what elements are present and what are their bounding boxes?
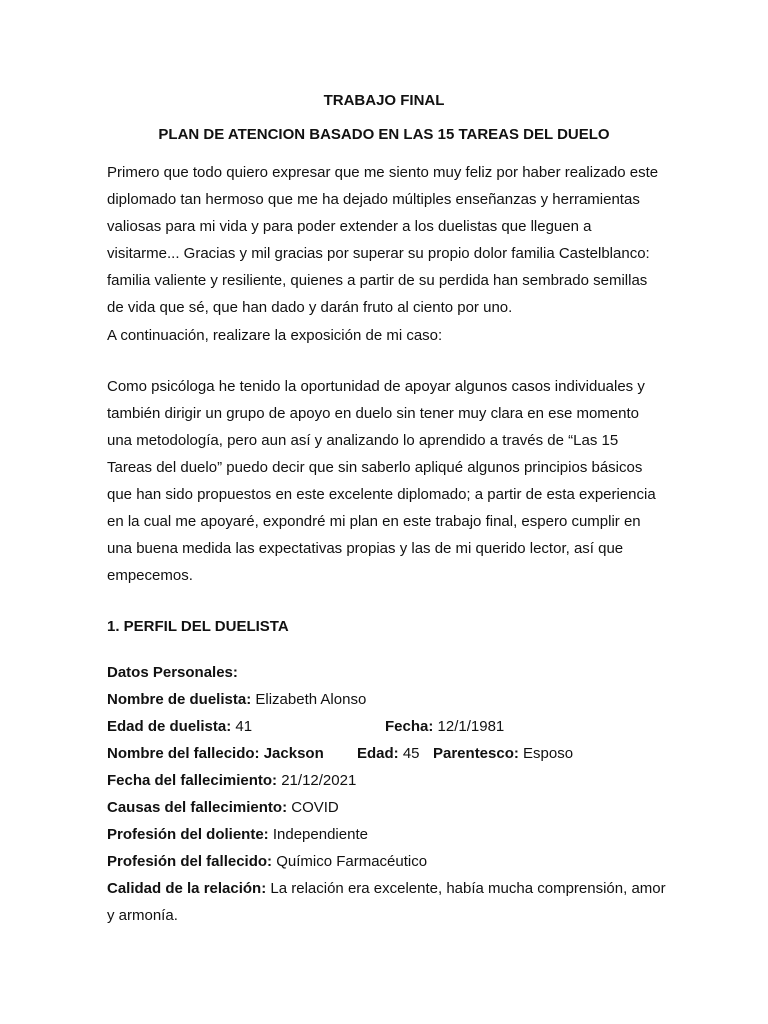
deceased-profession-value: Químico Farmacéutico bbox=[276, 853, 428, 870]
personal-data-block bbox=[107, 659, 667, 929]
death-cause-label: Causas del fallecimiento: bbox=[107, 799, 288, 816]
intro-paragraph: Primero que todo quiero expresar que me siento muy feliz por haber realizado este diplomado tan hermoso que me ha dejado múltiples enseñanzas y herramientas valiosas para mi vida y para poder extender a los duelistas que lleguen a visitarme... Gracias y mil gracias por superar su propio dolor familia Castelblanco: familia valiente y resiliente, quienes a partir de su perdida han sembrado semillas de vida que sé, que han dado y darán fruto al ciento por uno. bbox=[107, 164, 659, 316]
section-heading: 1. PERFIL DEL DUELISTA bbox=[107, 618, 289, 635]
deceased-age-value: 45 bbox=[402, 745, 420, 762]
relationship-quality-row bbox=[107, 875, 667, 929]
deceased-profession-label: Profesión del fallecido: bbox=[107, 853, 273, 870]
deceased-name-label: Nombre del fallecido: Jackson bbox=[107, 745, 324, 762]
death-cause-value: COVID bbox=[291, 799, 339, 816]
mourner-age-row bbox=[107, 713, 667, 740]
mourner-profession-row bbox=[107, 821, 667, 848]
relationship-quality-value: La relación era excelente, había mucha comprensión, amor y armonía. bbox=[107, 880, 666, 924]
mourner-age-label: Edad de duelista: bbox=[107, 718, 232, 735]
death-date-value: 21/12/2021 bbox=[281, 772, 357, 789]
mourner-name-row bbox=[107, 686, 667, 713]
mourner-profession-value: Independiente bbox=[272, 826, 368, 843]
personal-data-heading: Datos Personales: bbox=[107, 664, 238, 681]
experience-paragraph: Como psicóloga he tenido la oportunidad de apoyar algunos casos individuales y también dirigir un grupo de apoyo en duelo sin tener muy clara en ese momento una metodología, pero aun así y analizando lo aprendido a través de “Las 15 Tareas del duelo” puedo decir que sin saberlo apliqué algunos principios básicos que han sido propuestos en este excelente diplomado; a partir de esta experiencia en la cual me apoyaré, expondré mi plan en este trabajo final, espero cumplir en una buena medida las expectativas propias y las de mi querido lector, así que empecemos. bbox=[107, 378, 656, 584]
document-title: TRABAJO FINAL bbox=[323, 92, 445, 109]
mourner-age-value: 41 bbox=[235, 718, 253, 735]
deceased-age-label: Edad: bbox=[357, 745, 399, 762]
death-cause-row bbox=[107, 794, 667, 821]
mourner-name-label: Nombre de duelista: bbox=[107, 691, 252, 708]
mourner-profession-label: Profesión del doliente: bbox=[107, 826, 269, 843]
deceased-profession-row bbox=[107, 848, 667, 875]
personal-data-heading-row bbox=[107, 659, 667, 686]
relationship-quality-label: Calidad de la relación: bbox=[107, 880, 267, 897]
case-intro-paragraph: A continuación, realizare la exposición de mi caso: bbox=[107, 327, 443, 344]
relation-value: Esposo bbox=[523, 745, 574, 762]
mourner-name-value: Elizabeth Alonso bbox=[255, 691, 367, 708]
deceased-row bbox=[107, 740, 667, 767]
date-value: 12/1/1981 bbox=[437, 718, 505, 735]
date-label: Fecha: bbox=[385, 718, 434, 735]
relation-label: Parentesco: bbox=[433, 745, 519, 762]
death-date-label: Fecha del fallecimiento: bbox=[107, 772, 278, 789]
death-date-row bbox=[107, 767, 667, 794]
document-subtitle: PLAN DE ATENCION BASADO EN LAS 15 TAREAS DEL DUELO bbox=[158, 126, 610, 143]
